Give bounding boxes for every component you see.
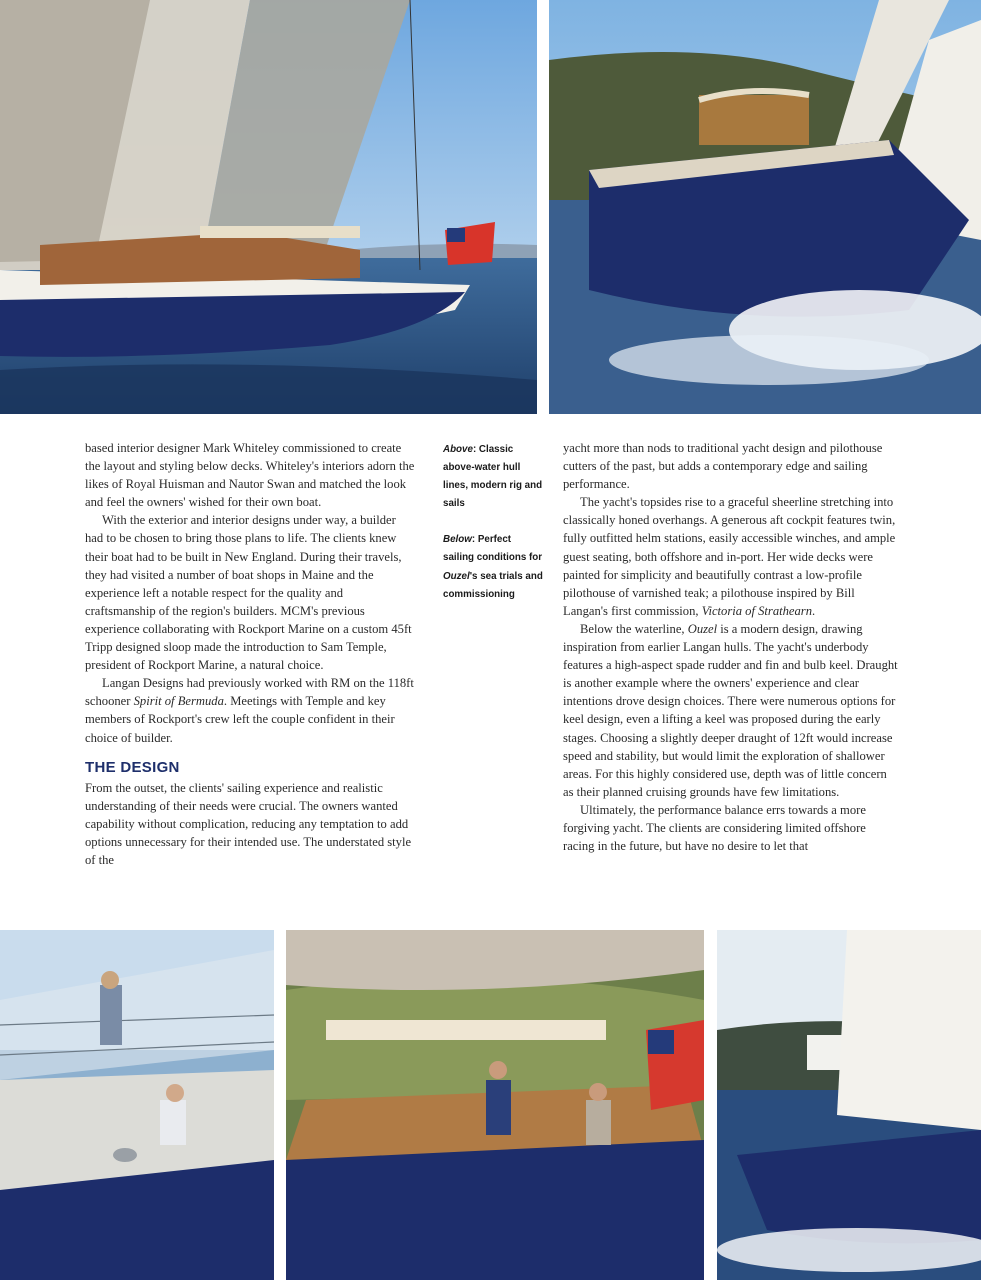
caption-below	[443, 531, 543, 603]
left-paragraph-1: based interior designer Mark Whiteley commissioned to create the layout and styling below decks. Whiteley's interiors adorn the likes of Royal Huisman and Nautor Swan and matched the look and feel the owners' wished for their own boat.	[85, 441, 415, 510]
ship-name-ouzel: Ouzel	[687, 621, 718, 636]
photo-captions	[443, 441, 543, 622]
caption-below-lead: Below	[443, 534, 472, 546]
left-paragraph-4: From the outset, the clients' sailing experience and realistic understanding of their needs were crucial. The owners wanted capability without complication, reducing any temptation to add options unnecessary for their intended use. The understated style of the	[85, 780, 412, 867]
caption-below-boat: Ouzel	[443, 570, 470, 582]
right-paragraph-2-end: .	[812, 603, 816, 618]
ship-name-victoria-of-strathearn: Victoria of Strathearn	[701, 603, 812, 618]
photo-bow-lighthouse	[717, 930, 981, 1280]
right-paragraph-3-end: is a modern design, drawing inspiration from earlier Langan hulls. The yacht's underbody features a high-aspect spade rudder and fin and bulb keel. Draught is another example where the owners' experience and clear intentions drove design choices. There were numerous options for keel design, even a lifting a keel was proposed during the early stages. Choosing a slightly deeper draught of 12ft would increase speed and stability, but would limit the exploration of shallower areas. For this highly considered use, depth was of little concern as their planned cruising grounds have few limitations.	[563, 621, 898, 799]
section-heading-the-design: THE DESIGN	[85, 758, 180, 776]
right-paragraph-3-start: Below the waterline,	[580, 621, 688, 636]
right-paragraph-2-start: The yacht's topsides rise to a graceful sheerline stretching into classically honed overhangs. A generous aft cockpit features twin, fully outfitted helm stations, easily accessible winches, and ample guest seating, both offshore and in-port. Her wide decks were painted for simplicity and beautifully contrast a low-profile pilothouse of varnished teak; a pilothouse inspired by Bill Langan's first commission,	[563, 495, 896, 618]
caption-above	[443, 441, 543, 513]
right-paragraph-3	[563, 620, 898, 801]
caption-above-text: : Classic above-water hull lines, modern rig and sails	[443, 444, 543, 510]
caption-below-text-2: 's sea trials and commissioning	[443, 570, 543, 600]
left-paragraph-3-end: . Meetings with Temple and key members of Rockport's crew left the couple confident in their choice of builder.	[85, 694, 395, 745]
caption-above-lead: Above	[443, 444, 473, 455]
left-paragraph-2: With the exterior and interior designs under way, a builder had to be chosen to bring those plans to life. The clients knew their boat had to be built in New England. During their travels, they had visited a number of boat shops in Maine and the experience left a notable respect for the quality and craftsmanship of the region's builders. MCM's previous experience collaborating with Rockport Marine on a custom 45ft Tripp designed sloop made the introduction to Sam Temple, president of Rockport Marine, a natural choice.	[85, 513, 412, 673]
ship-name-spirit-of-bermuda: Spirit of Bermuda	[133, 694, 224, 709]
right-text-column	[563, 439, 898, 855]
right-paragraph-4: Ultimately, the performance balance errs towards a more forgiving yacht. The clients are considering limited offshore racing in the future, but have no desire to let that	[563, 802, 866, 854]
right-paragraph-2	[563, 493, 898, 620]
left-paragraph-3	[85, 674, 415, 746]
caption-below-text-1: : Perfect sailing conditions for	[443, 534, 543, 564]
left-text-column	[85, 439, 415, 869]
photo-yacht-side-view	[0, 0, 537, 414]
photo-crew-on-deck	[0, 930, 274, 1280]
photo-cockpit-crew-ensign	[286, 930, 704, 1280]
photo-yacht-bow-heeling	[549, 0, 981, 414]
right-paragraph-1: yacht more than nods to traditional yacht design and pilothouse cutters of the past, but adds a contemporary edge and sailing performance.	[563, 441, 883, 492]
left-paragraph-3-start: Langan Designs had previously worked with RM on the 118ft schooner	[85, 676, 414, 709]
